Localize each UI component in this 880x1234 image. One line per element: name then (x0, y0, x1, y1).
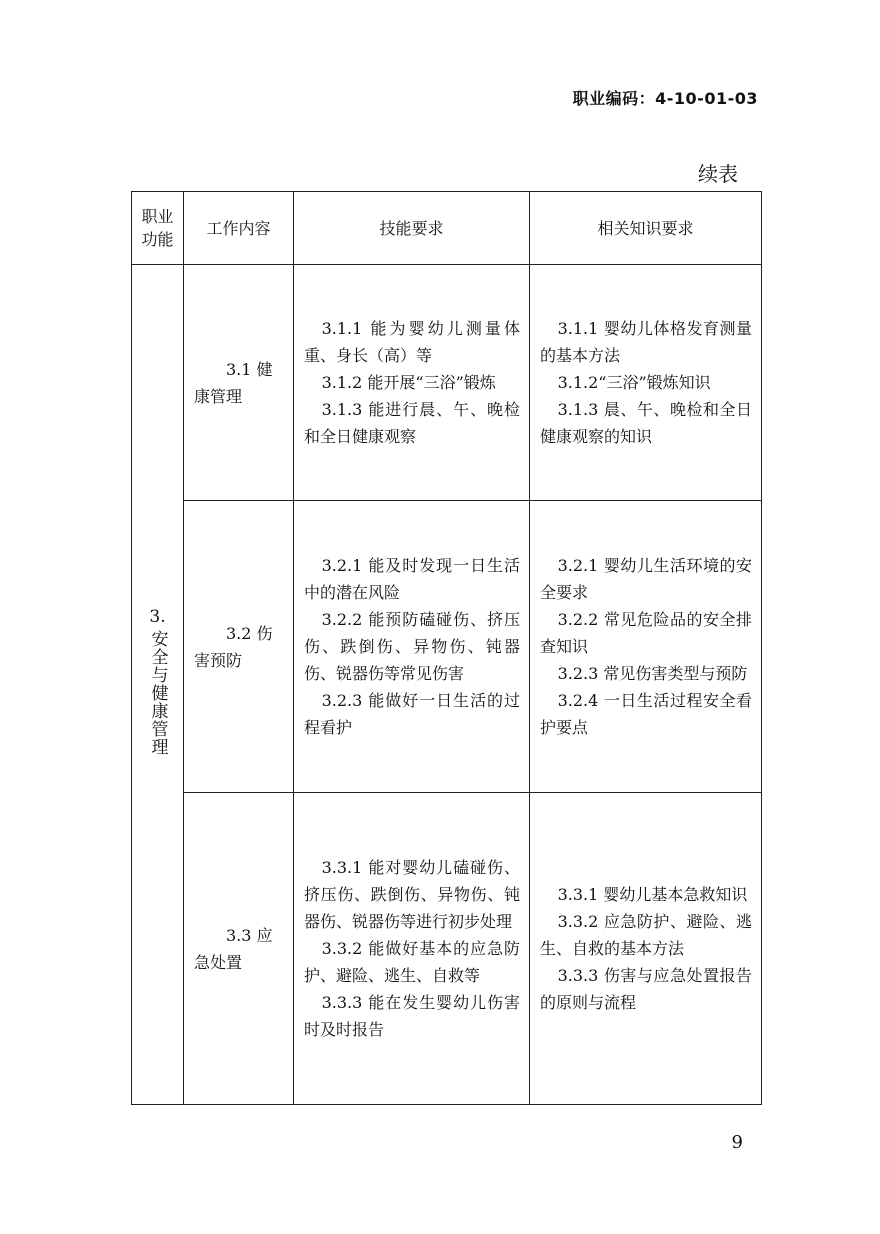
skill-item: 3.1.2 能开展“三浴”锻炼 (321, 373, 496, 392)
skill-cell (294, 265, 530, 501)
table-row (132, 793, 762, 1105)
knowledge-cell (530, 501, 762, 793)
continued-label: 续表 (698, 162, 738, 186)
table-row (132, 501, 762, 793)
skill-item: 3.2.1 能及时发现一日生活中的潜在风险 (304, 556, 520, 602)
knowledge-item: 3.2.1 婴幼儿生活环境的安全要求 (540, 556, 752, 602)
knowledge-item: 3.1.2“三浴”锻炼知识 (557, 373, 711, 392)
knowledge-item: 3.3.3 伤害与应急处置报告的原则与流程 (540, 966, 752, 1012)
knowledge-item: 3.2.3 常见伤害类型与预防 (557, 664, 748, 683)
skill-item: 3.3.1 能对婴幼儿磕碰伤、挤压伤、跌倒伤、异物伤、钝器伤、锐器伤等进行初步处理 (304, 858, 520, 931)
knowledge-cell (530, 793, 762, 1105)
function-cell (132, 265, 184, 1105)
skill-item: 3.3.3 能在发生婴幼儿伤害时及时报告 (304, 993, 520, 1039)
table-row (132, 265, 762, 501)
skill-item: 3.1.1 能为婴幼儿测量体重、身长（高）等 (304, 319, 520, 365)
work-content-cell: 3.2 伤害预防 (184, 501, 294, 793)
function-number: 3. (149, 606, 166, 627)
column-header-function-line: 职业 (141, 207, 174, 226)
knowledge-item: 3.2.2 常见危险品的安全排查知识 (540, 610, 752, 656)
column-header-work-content: 工作内容 (184, 192, 294, 265)
knowledge-cell (530, 265, 762, 501)
occupation-code: 职业编码：4-10-01-03 (572, 89, 758, 108)
skill-item: 3.3.2 能做好基本的应急防护、避险、逃生、自救等 (304, 939, 520, 985)
knowledge-item: 3.2.4 一日生活过程安全看护要点 (540, 691, 752, 737)
skill-cell (294, 501, 530, 793)
knowledge-item: 3.1.1 婴幼儿体格发育测量的基本方法 (540, 319, 752, 365)
skill-item: 3.2.2 能预防磕碰伤、挤压伤、跌倒伤、异物伤、钝器伤、锐器伤等常见伤害 (304, 610, 520, 683)
column-header-knowledge-requirements: 相关知识要求 (530, 192, 762, 265)
column-header-function-line: 功能 (141, 230, 174, 249)
column-header-skill-requirements: 技能要求 (294, 192, 530, 265)
skill-table (131, 191, 762, 1105)
skill-cell (294, 793, 530, 1105)
page-number: 9 (731, 1132, 743, 1153)
work-content-cell: 3.3 应急处置 (184, 793, 294, 1105)
column-header-function (132, 192, 184, 265)
function-name: 安全与健康管理 (147, 629, 168, 756)
skill-item: 3.1.3 能进行晨、午、晚检和全日健康观察 (304, 400, 520, 446)
knowledge-item: 3.3.2 应急防护、避险、逃生、自救的基本方法 (540, 912, 752, 958)
table-header-row (132, 192, 762, 265)
knowledge-item: 3.3.1 婴幼儿基本急救知识 (557, 885, 748, 904)
skill-item: 3.2.3 能做好一日生活的过程看护 (304, 691, 520, 737)
knowledge-item: 3.1.3 晨、午、晚检和全日健康观察的知识 (540, 400, 752, 446)
work-content-cell: 3.1 健康管理 (184, 265, 294, 501)
